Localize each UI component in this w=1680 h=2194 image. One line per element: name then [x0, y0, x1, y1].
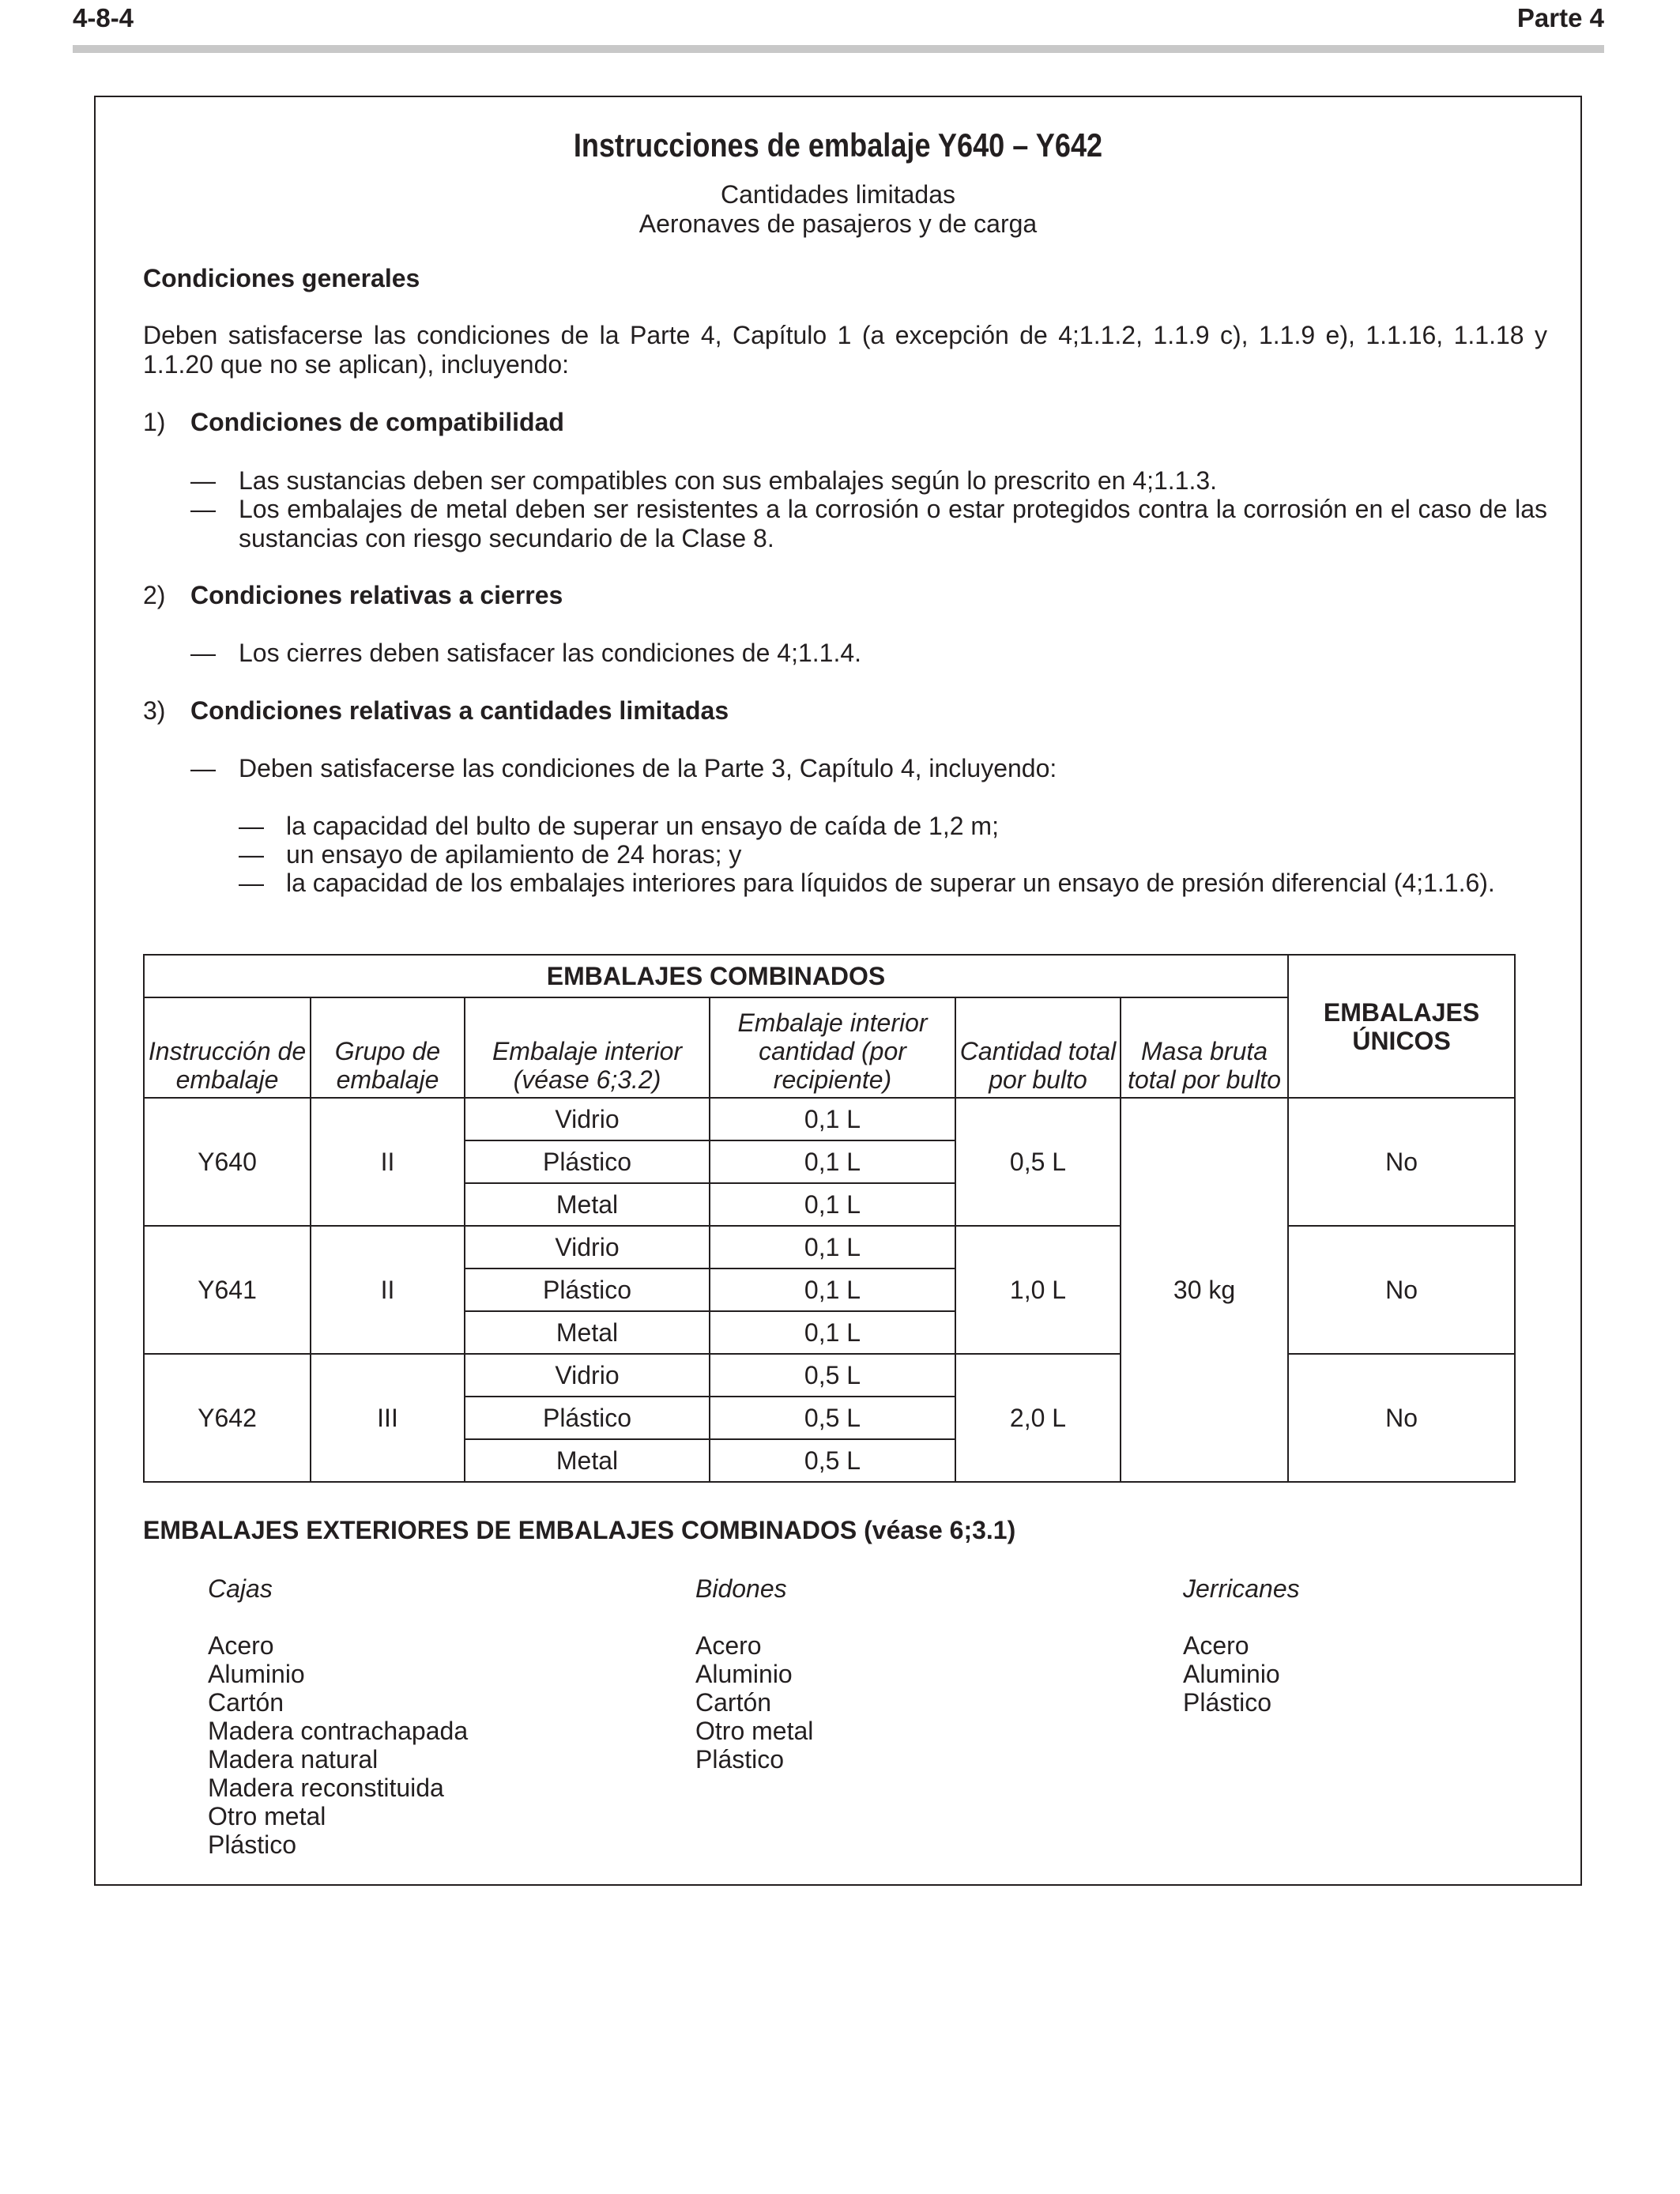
outer-list-item: Aluminio [208, 1660, 305, 1688]
outer-column-title: Cajas [208, 1574, 273, 1603]
packing-group-cell: II [311, 1098, 465, 1226]
inner-quantity-cell: 0,5 L [710, 1439, 955, 1482]
packing-group-cell: II [311, 1226, 465, 1354]
inner-material-cell: Metal [465, 1439, 710, 1482]
single-packagings-cell: No [1288, 1354, 1515, 1482]
outer-list-item: Plástico [208, 1830, 297, 1859]
section-1-item-2: Los embalajes de metal deben ser resistentes a la corrosión o estar protegidos contra la corrosión en el caso de las sustancias con riesgo secundario de la Clase 8. [239, 495, 1547, 552]
section-1-heading: Condiciones de compatibilidad [190, 408, 564, 436]
col-header-gross-mass: Masa bruta total por bulto [1121, 997, 1288, 1098]
inner-quantity-cell: 0,5 L [710, 1354, 955, 1397]
outer-list-item: Madera natural [208, 1745, 379, 1774]
outer-list-item: Acero [1183, 1631, 1249, 1660]
outer-list-item: Plástico [695, 1745, 785, 1774]
section-3-heading: Condiciones relativas a cantidades limitadas [190, 696, 729, 725]
subtitle-aircraft: Aeronaves de pasajeros y de carga [638, 209, 1038, 238]
section-3-subitem-3: la capacidad de los embalajes interiores para líquidos de superar un ensayo de presión diferencial (4;1.1.6). [286, 869, 1495, 897]
outer-column-drums [695, 1574, 1170, 1774]
outer-list-item: Cartón [208, 1688, 284, 1717]
inner-material-cell: Vidrio [465, 1226, 710, 1269]
outer-list-item: Madera contrachapada [208, 1717, 469, 1745]
outer-list-item: Aluminio [1183, 1660, 1280, 1688]
total-quantity-cell: 2,0 L [955, 1354, 1121, 1482]
outer-list-item: Madera reconstituida [208, 1774, 444, 1802]
page-header [73, 3, 1604, 43]
general-conditions-heading: Condiciones generales [143, 264, 420, 292]
dash-bullet: — [190, 639, 216, 667]
single-packagings-cell: No [1288, 1226, 1515, 1354]
inner-quantity-cell: 0,1 L [710, 1269, 955, 1311]
outer-column-boxes [208, 1574, 682, 1859]
outer-list-item: Acero [695, 1631, 762, 1660]
outer-packagings-heading: EMBALAJES EXTERIORES DE EMBALAJES COMBINADOS (véase 6;3.1) [143, 1516, 1016, 1544]
col-header-inner-quantity: Embalaje interior cantidad (por recipiente) [710, 997, 955, 1098]
inner-material-cell: Plástico [465, 1269, 710, 1311]
instruction-cell: Y642 [144, 1354, 311, 1482]
instruction-cell: Y640 [144, 1098, 311, 1226]
outer-list-item: Otro metal [695, 1717, 814, 1745]
dash-bullet: — [190, 495, 216, 523]
section-3-number: 3) [143, 696, 166, 725]
inner-quantity-cell: 0,5 L [710, 1397, 955, 1439]
section-3-subitem-1: la capacidad del bulto de superar un ensayo de caída de 1,2 m; [286, 812, 999, 840]
section-3-item-1: Deben satisfacerse las condiciones de la Parte 3, Capítulo 4, incluyendo: [239, 754, 1057, 782]
single-packagings-header: EMBALAJES ÚNICOS [1288, 955, 1515, 1098]
section-2-heading: Condiciones relativas a cierres [190, 581, 563, 609]
inner-material-cell: Metal [465, 1311, 710, 1354]
inner-material-cell: Metal [465, 1183, 710, 1226]
packaging-table [143, 954, 1516, 1483]
inner-quantity-cell: 0,1 L [710, 1098, 955, 1140]
subtitle-limited-quantities: Cantidades limitadas [720, 180, 956, 209]
general-conditions-text: Deben satisfacerse las condiciones de la Parte 4, Capítulo 1 (a excepción de 4;1.1.2, 1.1.9 c), 1.1.9 e), 1.1.16, 1.1.18 y 1.1.20 que no se aplican), incluyendo: [143, 321, 1547, 379]
total-quantity-cell: 1,0 L [955, 1226, 1121, 1354]
dash-bullet: — [239, 840, 264, 869]
page-number: 4-8-4 [73, 3, 134, 32]
inner-material-cell: Plástico [465, 1140, 710, 1183]
section-2-number: 2) [143, 581, 166, 609]
inner-material-cell: Vidrio [465, 1354, 710, 1397]
inner-quantity-cell: 0,1 L [710, 1226, 955, 1269]
col-header-instruction: Instrucción de embalaje [144, 997, 311, 1098]
outer-column-title: Jerricanes [1183, 1574, 1300, 1603]
outer-column-jerricans [1183, 1574, 1562, 1717]
dash-bullet: — [239, 812, 264, 840]
section-1-item-1: Las sustancias deben ser compatibles con sus embalajes según lo prescrito en 4;1.1.3. [239, 466, 1218, 495]
col-header-total-quantity: Cantidad total por bulto [955, 997, 1121, 1098]
combination-packagings-header: EMBALAJES COMBINADOS [144, 955, 1288, 997]
col-header-inner-packaging: Embalaje interior (véase 6;3.2) [465, 997, 710, 1098]
inner-quantity-cell: 0,1 L [710, 1140, 955, 1183]
inner-material-cell: Vidrio [465, 1098, 710, 1140]
gross-mass-cell: 30 kg [1121, 1098, 1288, 1482]
section-3-subitem-2: un ensayo de apilamiento de 24 horas; y [286, 840, 742, 869]
page-title: Instrucciones de embalaje Y640 – Y642 [573, 126, 1103, 164]
part-label: Parte 4 [1516, 3, 1604, 32]
packing-group-cell: III [311, 1354, 465, 1482]
instruction-box [94, 96, 1582, 1886]
dash-bullet: — [239, 869, 264, 897]
outer-list-item: Cartón [695, 1688, 772, 1717]
outer-list-item: Otro metal [208, 1802, 326, 1830]
single-packagings-cell: No [1288, 1098, 1515, 1226]
total-quantity-cell: 0,5 L [955, 1098, 1121, 1226]
dash-bullet: — [190, 754, 216, 782]
outer-list-item: Plástico [1183, 1688, 1272, 1717]
col-header-packing-group: Grupo de embalaje [311, 997, 465, 1098]
dash-bullet: — [190, 466, 216, 495]
instruction-cell: Y641 [144, 1226, 311, 1354]
outer-column-title: Bidones [695, 1574, 787, 1603]
outer-list-item: Acero [208, 1631, 274, 1660]
outer-list-item: Aluminio [695, 1660, 793, 1688]
inner-quantity-cell: 0,1 L [710, 1183, 955, 1226]
section-2-item-1: Los cierres deben satisfacer las condiciones de 4;1.1.4. [239, 639, 862, 667]
header-rule [73, 45, 1604, 53]
section-1-number: 1) [143, 408, 166, 436]
inner-material-cell: Plástico [465, 1397, 710, 1439]
inner-quantity-cell: 0,1 L [710, 1311, 955, 1354]
